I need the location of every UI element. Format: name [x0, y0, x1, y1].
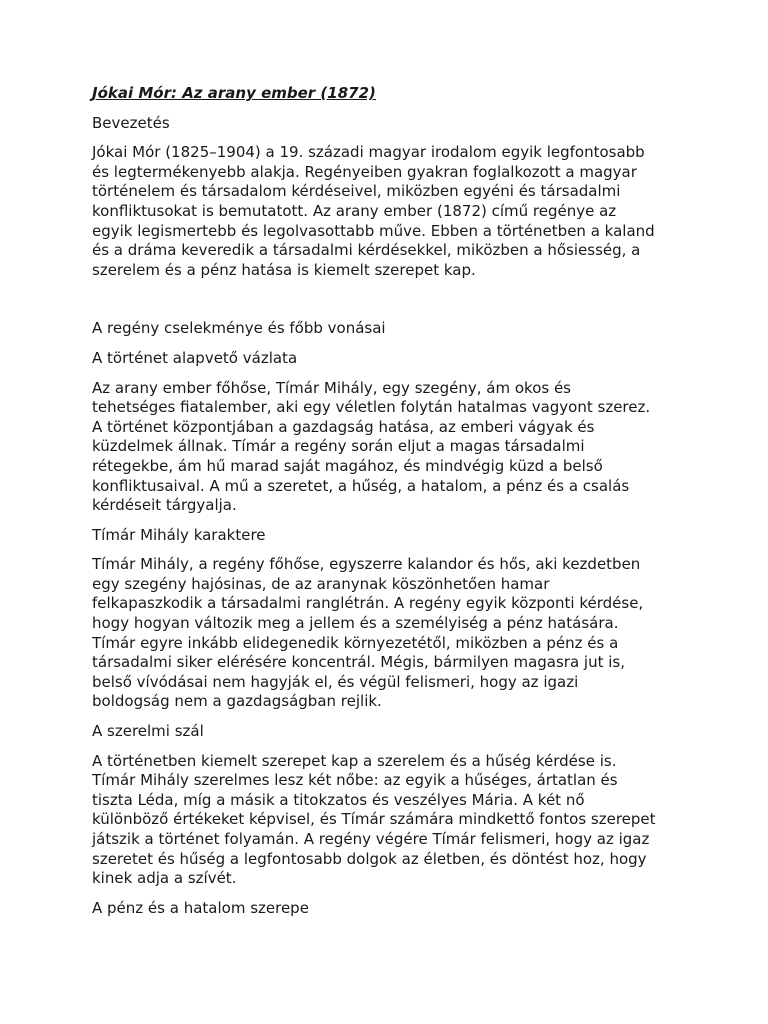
blank-spacer [92, 290, 682, 319]
subsection-heading-character: Tímár Mihály karaktere [92, 525, 266, 544]
document-title: Jókai Mór: Az arany ember (1872) [92, 84, 376, 102]
document-page [92, 84, 682, 928]
paragraph-intro: Jókai Mór (1825–1904) a 19. századi magyar irodalom egyik legfontosabb és legtermékenyebb alakja. Regényeiben gyakran foglalkozott a magyar történelem és társadalom kérdéseivel, miközben egyéni és társadalmi konfliktusokat is bemutatott. Az arany ember (1872) című regénye az egyik legismertebb és legolvasottabb műve. Ebben a történetben a kaland és a dráma keveredik a társadalmi kérdésekkel, miközben a hősiesség, a szerelem és a pénz hatása is kiemelt szerepet kap. [92, 143, 655, 279]
paragraph-outline: Az arany ember főhőse, Tímár Mihály, egy szegény, ám okos és tehetséges fiatalember, aki egy véletlen folytán hatalmas vagyont szerez. A történet központjában a gazdagság hatása, az emberi vágyak és küzdelmek állnak. Tímár a regény során eljut a magas társadalmi rétegekbe, ám hű marad saját magához, és mindvégig küzd a belső konfliktusaival. A mű a szeretet, a hűség, a hatalom, a pénz és a csalás kérdéseit tárgyalja. [92, 378, 651, 515]
section-heading-intro: Bevezetés [92, 113, 170, 132]
subsection-heading-outline: A történet alapvető vázlata [92, 348, 298, 367]
section-heading-plot: A regény cselekménye és főbb vonásai [92, 319, 386, 338]
subsection-heading-money: A pénz és a hatalom szerepe [92, 898, 309, 917]
paragraph-love: A történetben kiemelt szerepet kap a szerelem és a hűség kérdése is. Tímár Mihály szerelmes lesz két nőbe: az egyik a hűséges, ártatlan és tiszta Léda, míg a másik a titokzatos és veszélyes Mária. A két nő különböző értékeket képvisel, és Tímár számára mindkettő fontos szerepet játszik a történet folyamán. A regény végére Tímár felismeri, hogy az igaz szeretet és hűség a legfontosabb dolgok az életben, és döntést hoz, hogy kinek adja a szívét. [92, 751, 656, 888]
paragraph-character: Tímár Mihály, a regény főhőse, egyszerre kalandor és hős, aki kezdetben egy szegény hajósinas, de az aranynak köszönhetően hamar felkapaszkodik a társadalmi ranglétrán. A regény egyik központi kérdése, hogy hogyan változik meg a jellem és a személyiség a pénz hatására. Tímár egyre inkább elidegenedik környezetétől, miközben a pénz és a társadalmi siker elérésére koncentrál. Mégis, bármilyen magasra jut is, belső vívódásai nem hagyják el, és végül felismeri, hogy az igazi boldogság nem a gazdagságban rejlik. [92, 555, 644, 711]
subsection-heading-love: A szerelmi szál [92, 722, 204, 741]
